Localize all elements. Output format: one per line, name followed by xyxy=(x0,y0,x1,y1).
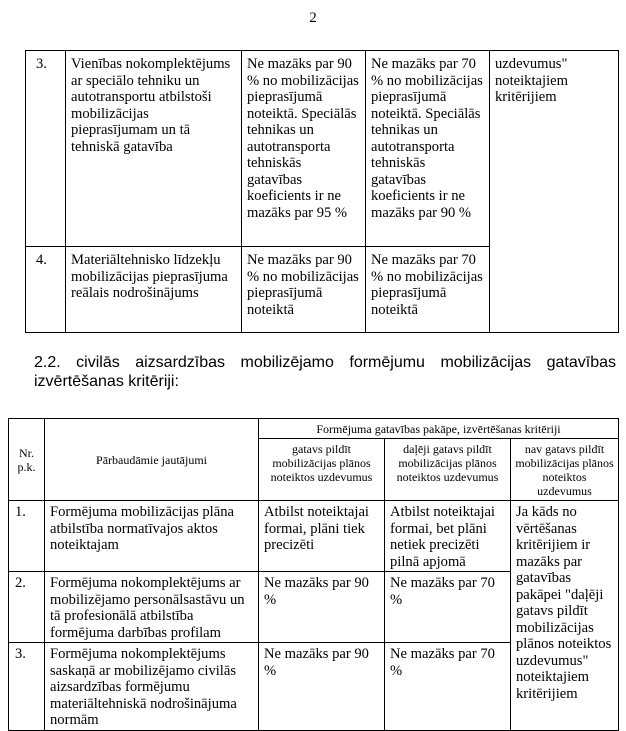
row-number: 4. xyxy=(26,247,66,333)
section-title xyxy=(34,353,616,391)
question-cell: Formējuma nokomplektējums saskaņā ar mobilizējamo civilās aizsardzības formējumu materiāltehniskā nodrošinājuma normām xyxy=(45,643,259,731)
criteria-table-continued xyxy=(25,50,619,333)
page-number: 2 xyxy=(309,10,317,26)
civil-defense-criteria-table xyxy=(8,418,619,731)
criterion-cell: Vienības nokomplektējums ar speciālo tehniku un autotransportu atbilstoši mobilizācijas pieprasījumam un tā tehniskā gatavība xyxy=(66,51,242,247)
header-row xyxy=(9,419,619,439)
partial-cell: Ne mazāks par 70 % no mobilizācijas pieprasījumā noteiktā. Speciālās tehnikas un autotransporta tehniskās gatavības koeficients ir ne mazāks par 90 % xyxy=(366,51,490,247)
header-number: Nr. p.k. xyxy=(9,419,45,501)
row-number: 1. xyxy=(9,501,45,572)
header-readiness-group: Formējuma gatavības pakāpe, izvērtēšanas kritēriji xyxy=(259,419,619,439)
partial-cell: Ne mazāks par 70 % xyxy=(385,572,511,643)
header-not-ready: nav gatavs pildīt mobilizācijas plānos noteiktos uzdevumus xyxy=(511,439,619,501)
row-number: 3. xyxy=(9,643,45,731)
section-title-line-1: 2.2. civilās aizsardzības mobilizējamo formējumu mobilizācijas gatavības xyxy=(34,354,616,371)
question-cell: Formējuma mobilizācijas plāna atbilstība normatīvajos aktos noteiktajam xyxy=(45,501,259,572)
table-row xyxy=(26,51,619,247)
row-number: 3. xyxy=(26,51,66,247)
header-ready: gatavs pildīt mobilizācijas plānos noteiktos uzdevumus xyxy=(259,439,385,501)
not-ready-cell: uzdevumus" noteiktajiem kritērijiem xyxy=(490,51,619,333)
ready-cell: Ne mazāks par 90 % no mobilizācijas pieprasījumā noteiktā xyxy=(242,247,366,333)
not-ready-cell: Ja kāds no vērtēšanas kritērijiem ir mazāks par gatavības pakāpei "daļēji gatavs pildīt mobilizācijas plānos noteiktos uzdevumus" noteiktajiem kritērijiem xyxy=(511,501,619,731)
ready-cell: Ne mazāks par 90 % xyxy=(259,572,385,643)
partial-cell: Atbilst noteiktajai formai, bet plāni netiek precizēti pilnā apjomā xyxy=(385,501,511,572)
row-number: 2. xyxy=(9,572,45,643)
section-title-line-2: izvērtēšanas kritēriji: xyxy=(34,373,179,390)
header-question: Pārbaudāmie jautājumi xyxy=(45,419,259,501)
ready-cell: Ne mazāks par 90 % no mobilizācijas pieprasījumā noteiktā. Speciālās tehnikas un autotransporta tehniskās gatavības koeficients ir ne mazāks par 95 % xyxy=(242,51,366,247)
header-partial: daļēji gatavs pildīt mobilizācijas plānos noteiktos uzdevumus xyxy=(385,439,511,501)
question-cell: Formējuma nokomplektējums ar mobilizējamo personālsastāvu un tā profesionālā atbilstība formējuma darbības profilam xyxy=(45,572,259,643)
ready-cell: Atbilst noteiktajai formai, plāni tiek precizēti xyxy=(259,501,385,572)
criterion-cell: Materiāltehnisko līdzekļu mobilizācijas pieprasījuma reālais nodrošinājums xyxy=(66,247,242,333)
partial-cell: Ne mazāks par 70 % xyxy=(385,643,511,731)
ready-cell: Ne mazāks par 90 % xyxy=(259,643,385,731)
table-row xyxy=(9,501,619,572)
partial-cell: Ne mazāks par 70 % no mobilizācijas pieprasījumā noteiktā xyxy=(366,247,490,333)
